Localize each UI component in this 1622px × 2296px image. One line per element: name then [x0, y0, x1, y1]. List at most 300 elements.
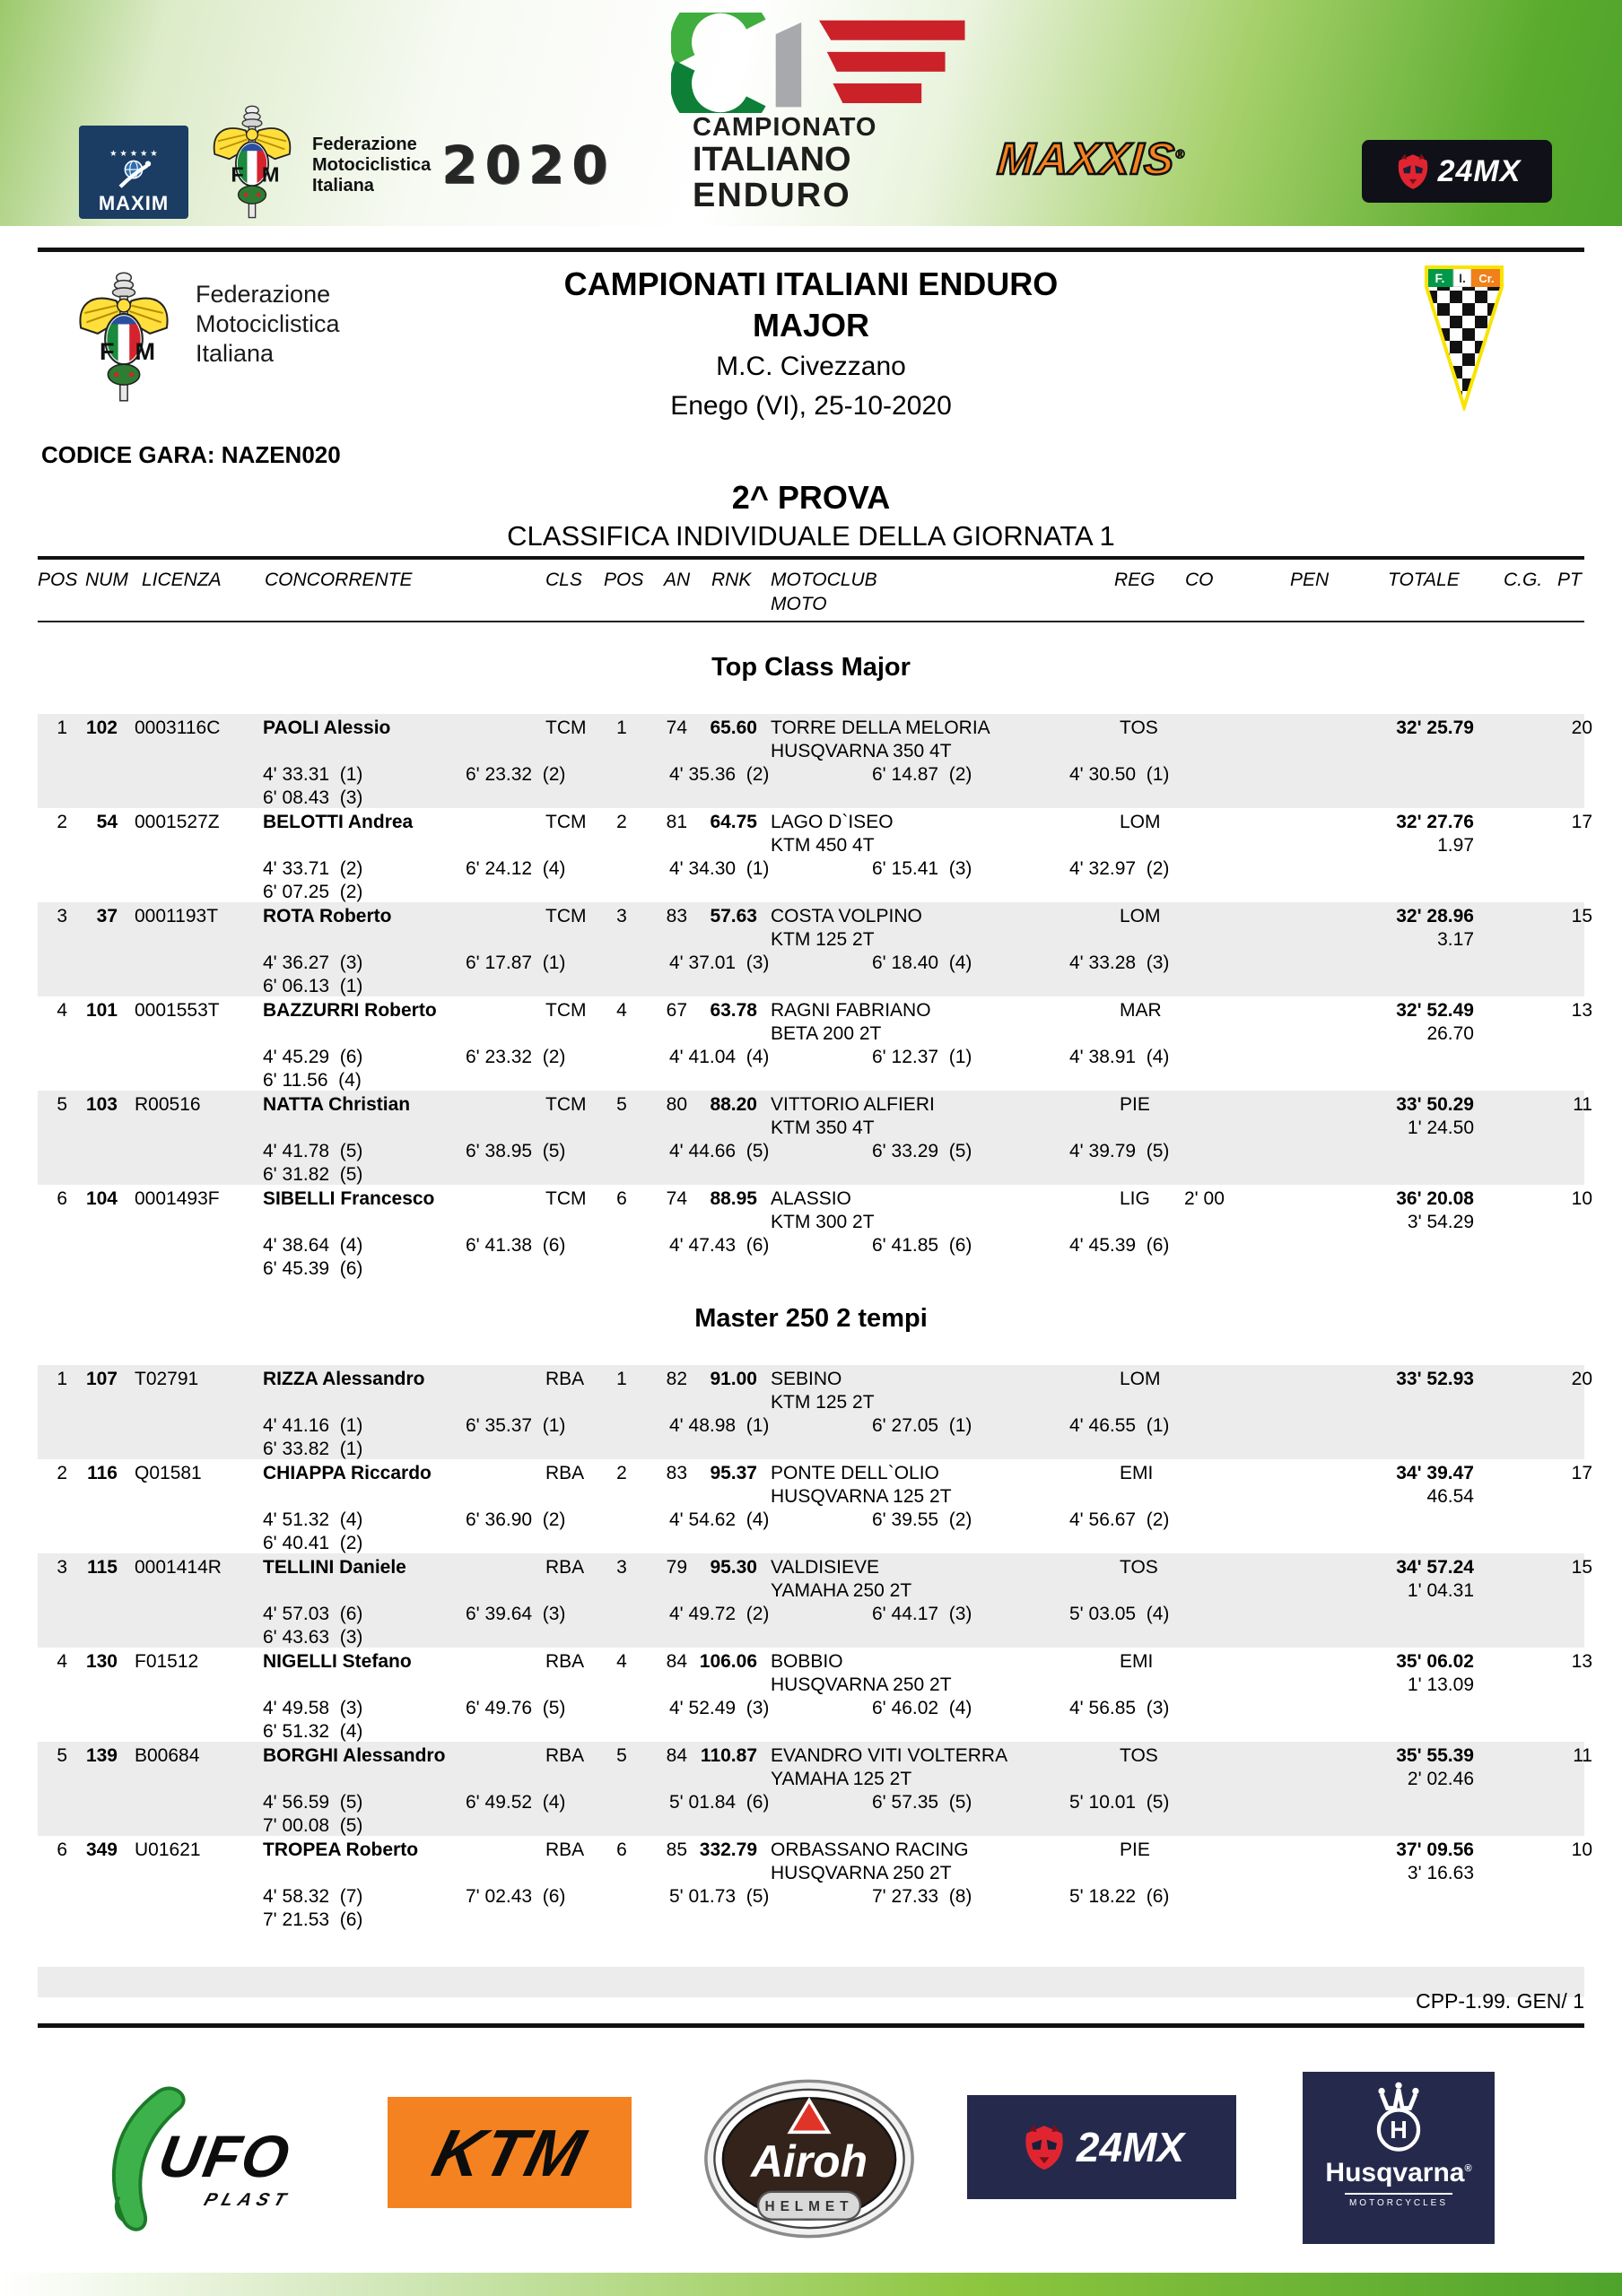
result-row: [38, 1742, 1592, 1836]
ficr-letter-i: I.: [1459, 271, 1466, 285]
gap-time: 1' 13.09: [1407, 1674, 1474, 1695]
section-rows: [38, 1365, 1592, 1930]
rider-number: 130: [85, 1651, 118, 1672]
rider-moto: KTM 450 4T: [771, 835, 875, 856]
rider-region: LOM: [1120, 906, 1161, 926]
split-time: 4' 52.49 (3): [669, 1698, 770, 1718]
rider-region: EMI: [1120, 1463, 1154, 1483]
rider-moto: YAMAHA 250 2T: [771, 1580, 912, 1601]
husqvarna-h-letter: H: [1390, 2116, 1408, 2144]
rider-number: 102: [85, 718, 118, 738]
gap-time: 1' 24.50: [1407, 1118, 1474, 1138]
split-time: 6' 24.12 (4): [466, 858, 566, 879]
result-row: [38, 996, 1592, 1091]
rider-name: NATTA Christian: [263, 1094, 411, 1115]
section-title: Master 250 2 tempi: [694, 1304, 928, 1333]
rider-year: 83: [666, 906, 687, 926]
split-time: 4' 37.01 (3): [669, 952, 770, 973]
rider-motoclub: COSTA VOLPINO: [771, 906, 922, 926]
24mx-wordmark: 24MX: [1437, 153, 1522, 188]
split-time: 6' 31.82 (5): [263, 1164, 363, 1185]
rider-region: TOS: [1120, 1557, 1158, 1578]
rider-number: 104: [85, 1188, 118, 1209]
rider-name: TELLINI Daniele: [263, 1557, 406, 1578]
rider-number: 101: [85, 1000, 118, 1021]
rider-motoclub: LAGO D`ISEO: [771, 812, 894, 832]
cie-logo-icon: [671, 13, 967, 113]
result-row: [38, 1836, 1592, 1930]
rider-position: 6: [57, 1839, 67, 1860]
rider-points: 15: [1571, 906, 1592, 926]
class-position: 5: [616, 1745, 627, 1766]
rider-licenza: 0001493F: [135, 1188, 220, 1209]
split-time: 4' 58.32 (7): [263, 1886, 363, 1907]
result-row: [38, 1365, 1592, 1459]
split-time: 6' 11.56 (4): [263, 1070, 362, 1091]
total-time: 35' 55.39: [1396, 1745, 1474, 1766]
col-totale: TOTALE: [1388, 570, 1460, 590]
rider-licenza: 0001527Z: [135, 812, 220, 832]
split-time: 6' 36.90 (2): [466, 1509, 566, 1530]
split-time: 4' 33.28 (3): [1069, 952, 1170, 973]
fmi-banner-logo: [202, 100, 302, 222]
rider-number: 103: [85, 1094, 118, 1115]
rider-points: 10: [1571, 1839, 1592, 1860]
rider-points: 20: [1571, 1369, 1592, 1389]
rider-moto: BETA 200 2T: [771, 1023, 882, 1044]
year-2020: 2020: [441, 135, 615, 196]
ufo-sub-wordmark: PLAST: [201, 2190, 294, 2210]
rider-moto: HUSQVARNA 125 2T: [771, 1486, 952, 1507]
rider-points: 13: [1571, 1651, 1592, 1672]
rider-ranking: 63.78: [710, 1000, 757, 1021]
total-time: 35' 06.02: [1396, 1651, 1474, 1672]
col-num: NUM: [85, 570, 128, 590]
split-time: 5' 01.73 (5): [669, 1886, 770, 1907]
rider-licenza: Q01581: [135, 1463, 202, 1483]
split-time: 6' 51.32 (4): [263, 1721, 363, 1742]
registered-mark: ®: [1174, 146, 1186, 161]
rider-year: 84: [666, 1745, 687, 1766]
result-row: [38, 1553, 1592, 1648]
result-row: [38, 714, 1592, 808]
col-cls: CLS: [545, 570, 582, 590]
rider-motoclub: VALDISIEVE: [771, 1557, 879, 1578]
rider-position: 1: [57, 718, 67, 738]
ktm-wordmark: KTM: [425, 2115, 594, 2190]
total-time: 33' 50.29: [1396, 1094, 1474, 1115]
24mx-banner-logo: [1362, 140, 1552, 203]
class-position: 1: [616, 1369, 627, 1389]
rider-name: RIZZA Alessandro: [263, 1369, 425, 1389]
split-time: 4' 45.39 (6): [1069, 1235, 1170, 1256]
rider-class: RBA: [545, 1651, 585, 1672]
ktm-logo: [388, 2097, 632, 2208]
venue-date: Enego (VI), 25-10-2020: [670, 391, 952, 421]
rider-name: BAZZURRI Roberto: [263, 1000, 437, 1021]
rider-region: MAR: [1120, 1000, 1162, 1021]
rider-class: RBA: [545, 1745, 585, 1766]
rider-name: TROPEA Roberto: [263, 1839, 419, 1860]
split-time: 6' 17.87 (1): [466, 952, 566, 973]
col-rnk: RNK: [711, 570, 752, 590]
split-time: 5' 01.84 (6): [669, 1792, 770, 1813]
split-time: 6' 39.55 (2): [872, 1509, 972, 1530]
husqvarna-divider: [1345, 2193, 1452, 2195]
split-time: 4' 48.98 (1): [669, 1415, 770, 1436]
section-rows: [38, 714, 1592, 1279]
rider-year: 74: [666, 1188, 687, 1209]
rider-moto: HUSQVARNA 250 2T: [771, 1863, 952, 1883]
rider-year: 74: [666, 718, 687, 738]
split-time: 4' 41.16 (1): [263, 1415, 363, 1436]
total-time: 32' 25.79: [1396, 718, 1474, 738]
split-time: 5' 03.05 (4): [1069, 1604, 1170, 1624]
split-time: 4' 45.29 (6): [263, 1047, 363, 1067]
ufo-plast-logo: [90, 2084, 359, 2237]
maxim-logo: [79, 126, 188, 219]
total-time: 32' 28.96: [1396, 906, 1474, 926]
class-position: 3: [616, 1557, 627, 1578]
total-time: 32' 52.49: [1396, 1000, 1474, 1021]
rider-ranking: 57.63: [710, 906, 757, 926]
fmi-line: Motociclistica: [312, 155, 432, 175]
rider-points: 13: [1571, 1000, 1592, 1021]
rider-region: TOS: [1120, 1745, 1158, 1766]
rider-position: 2: [57, 812, 67, 832]
split-time: 4' 38.64 (4): [263, 1235, 363, 1256]
fmi-line: Italiana: [312, 176, 374, 196]
split-time: 6' 44.17 (3): [872, 1604, 972, 1624]
col-pos: POS: [38, 570, 78, 590]
maxxis-logo: MAXXIS®: [996, 134, 1186, 184]
split-time: 6' 46.02 (4): [872, 1698, 972, 1718]
table-top-rule: [38, 556, 1584, 560]
maxim-figure-icon: [105, 145, 162, 192]
split-time: 4' 39.79 (5): [1069, 1141, 1170, 1161]
fmi-line: Federazione: [312, 135, 417, 154]
split-time: 7' 00.08 (5): [263, 1815, 363, 1836]
rider-year: 84: [666, 1651, 687, 1672]
rider-class: TCM: [545, 906, 587, 926]
maxim-wordmark: MAXIM: [98, 192, 170, 214]
rider-moto: HUSQVARNA 250 2T: [771, 1674, 952, 1695]
rider-position: 5: [57, 1745, 67, 1766]
rider-position: 3: [57, 1557, 67, 1578]
split-time: 6' 12.37 (1): [872, 1047, 972, 1067]
split-time: 4' 56.85 (3): [1069, 1698, 1170, 1718]
rider-ranking: 65.60: [710, 718, 757, 738]
split-time: 6' 08.43 (3): [263, 787, 363, 808]
col-concorrente: CONCORRENTE: [265, 570, 413, 590]
result-row: [38, 1648, 1592, 1742]
class-section: [38, 1299, 1592, 1930]
split-time: 6' 38.95 (5): [466, 1141, 566, 1161]
svg-text:★ ★ ★ ★ ★: ★ ★ ★ ★ ★: [109, 149, 158, 160]
split-time: 4' 57.03 (6): [263, 1604, 363, 1624]
rider-ranking: 95.30: [710, 1557, 757, 1578]
rider-ranking: 64.75: [710, 812, 757, 832]
rider-class: TCM: [545, 1000, 587, 1021]
class-position: 4: [616, 1000, 627, 1021]
rider-name: ROTA Roberto: [263, 906, 392, 926]
rider-region: EMI: [1120, 1651, 1154, 1672]
split-time: 4' 49.72 (2): [669, 1604, 770, 1624]
rider-name: PAOLI Alessio: [263, 718, 391, 738]
rider-points: 17: [1571, 1463, 1592, 1483]
rider-position: 1: [57, 1369, 67, 1389]
gap-time: 3' 16.63: [1407, 1863, 1474, 1883]
col-pen: PEN: [1290, 570, 1330, 590]
class-position: 6: [616, 1188, 627, 1209]
split-time: 7' 21.53 (6): [263, 1909, 363, 1930]
rider-motoclub: ORBASSANO RACING: [771, 1839, 969, 1860]
rider-motoclub: VITTORIO ALFIERI: [771, 1094, 935, 1115]
rider-year: 67: [666, 1000, 687, 1021]
rider-name: CHIAPPA Riccardo: [263, 1463, 432, 1483]
federazione-line: Federazione: [196, 281, 331, 308]
split-time: 4' 56.67 (2): [1069, 1509, 1170, 1530]
split-time: 4' 49.58 (3): [263, 1698, 363, 1718]
section-title: Top Class Major: [711, 653, 911, 682]
rider-points: 20: [1571, 718, 1592, 738]
24mx-mask-icon: [1019, 2122, 1069, 2172]
rider-moto: KTM 125 2T: [771, 1392, 875, 1413]
airoh-sub-wordmark: HELMET: [764, 2199, 854, 2215]
result-row: [38, 1185, 1592, 1279]
split-time: 4' 36.27 (3): [263, 952, 363, 973]
cie-wordmark: [693, 115, 876, 213]
event-title: CAMPIONATI ITALIANI ENDURO: [563, 265, 1059, 302]
husqvarna-sub-wordmark: MOTORCYCLES: [1348, 2198, 1449, 2208]
rider-region: LOM: [1120, 1369, 1161, 1389]
footer-code: CPP-1.99. GEN/ 1: [1416, 1989, 1584, 2013]
split-time: 4' 56.59 (5): [263, 1792, 363, 1813]
gap-time: 3' 54.29: [1407, 1212, 1474, 1232]
split-time: 4' 41.04 (4): [669, 1047, 770, 1067]
result-row: [38, 808, 1592, 902]
split-time: 5' 10.01 (5): [1069, 1792, 1170, 1813]
split-time: 4' 32.97 (2): [1069, 858, 1170, 879]
total-time: 36' 20.08: [1396, 1188, 1474, 1209]
col-licenza: LICENZA: [142, 570, 222, 590]
footer-rule: [38, 2023, 1584, 2028]
split-time: 6' 49.76 (5): [466, 1698, 566, 1718]
rider-name: NIGELLI Stefano: [263, 1651, 412, 1672]
total-time: 37' 09.56: [1396, 1839, 1474, 1860]
rider-name: BORGHI Alessandro: [263, 1745, 446, 1766]
split-time: 6' 27.05 (1): [872, 1415, 972, 1436]
rider-ranking: 110.87: [700, 1745, 757, 1766]
rider-class: TCM: [545, 1188, 587, 1209]
airoh-logo: [691, 2079, 928, 2239]
husqvarna-crown-icon: [1361, 2081, 1436, 2156]
rider-class: TCM: [545, 718, 587, 738]
split-time: 4' 35.36 (2): [669, 764, 770, 785]
rider-position: 4: [57, 1000, 67, 1021]
rider-licenza: 0003116C: [135, 718, 221, 738]
rider-region: LIG: [1120, 1188, 1150, 1209]
rider-name: BELOTTI Andrea: [263, 812, 414, 832]
class-position: 1: [616, 718, 627, 738]
class-position: 3: [616, 906, 627, 926]
rider-ranking: 95.37: [710, 1463, 757, 1483]
class-section: [38, 648, 1592, 1279]
rider-motoclub: EVANDRO VITI VOLTERRA: [771, 1745, 1008, 1766]
rider-region: PIE: [1120, 1839, 1150, 1860]
rider-year: 83: [666, 1463, 687, 1483]
header-top-rule: [38, 248, 1584, 252]
ficr-letter-cr: Cr.: [1478, 272, 1495, 285]
rider-points: 15: [1571, 1557, 1592, 1578]
rider-region: TOS: [1120, 718, 1158, 738]
rider-licenza: T02791: [135, 1369, 199, 1389]
rider-licenza: 0001193T: [135, 906, 219, 926]
split-time: 7' 27.33 (8): [872, 1886, 972, 1907]
result-row: [38, 902, 1592, 996]
split-time: 4' 51.32 (4): [263, 1509, 363, 1530]
rider-licenza: R00516: [135, 1094, 201, 1115]
rider-year: 85: [666, 1839, 687, 1860]
rider-ranking: 106.06: [699, 1651, 757, 1672]
result-row: [38, 1459, 1592, 1553]
cie-line: CAMPIONATO: [693, 113, 877, 142]
24mx-logo: [967, 2095, 1236, 2199]
24mx-wordmark: 24MX: [1076, 2124, 1185, 2170]
class-position: 4: [616, 1651, 627, 1672]
rider-number: 107: [85, 1369, 118, 1389]
rider-region: PIE: [1120, 1094, 1150, 1115]
gap-time: 1' 04.31: [1407, 1580, 1474, 1601]
col-an: AN: [664, 570, 691, 590]
rider-position: 3: [57, 906, 67, 926]
fmi-banner-text: [312, 135, 431, 196]
top-banner: [0, 0, 1622, 226]
rider-class: RBA: [545, 1463, 585, 1483]
rider-ranking: 332.79: [699, 1839, 757, 1860]
rider-ranking: 91.00: [710, 1369, 757, 1389]
rider-position: 5: [57, 1094, 67, 1115]
col-reg: REG: [1114, 570, 1155, 590]
gap-time: 2' 02.46: [1407, 1769, 1474, 1789]
split-time: 6' 57.35 (5): [872, 1792, 972, 1813]
split-time: 4' 38.91 (4): [1069, 1047, 1170, 1067]
rider-moto: KTM 350 4T: [771, 1118, 875, 1138]
rider-moto: KTM 125 2T: [771, 929, 875, 950]
rider-class: RBA: [545, 1369, 585, 1389]
rider-ranking: 88.95: [710, 1188, 757, 1209]
gap-time: 26.70: [1426, 1023, 1474, 1044]
split-time: 6' 06.13 (1): [263, 976, 363, 996]
gap-time: 3.17: [1437, 929, 1474, 950]
rider-motoclub: BOBBIO: [771, 1651, 843, 1672]
rider-region: LOM: [1120, 812, 1161, 832]
split-time: 5' 18.22 (6): [1069, 1886, 1170, 1907]
rider-licenza: 0001553T: [135, 1000, 220, 1021]
rider-number: 115: [87, 1557, 118, 1578]
prova-title: 2^ PROVA: [731, 479, 891, 516]
race-code: CODICE GARA: NAZEN020: [41, 441, 341, 468]
footer-band: [38, 1967, 1584, 1997]
rider-class: RBA: [545, 1839, 585, 1860]
rider-class: TCM: [545, 812, 587, 832]
col-pos2: POS: [604, 570, 644, 590]
split-time: 4' 30.50 (1): [1069, 764, 1170, 785]
rider-licenza: F01512: [135, 1651, 199, 1672]
header-bottom-rule: [38, 621, 1584, 622]
bottom-green-strip: [0, 2273, 1622, 2296]
federazione-line: Motociclistica: [196, 310, 340, 337]
split-time: 6' 33.82 (1): [263, 1439, 363, 1459]
ficr-pennant-logo: [1425, 265, 1504, 411]
rider-licenza: B00684: [135, 1745, 200, 1766]
rider-motoclub: ALASSIO: [771, 1188, 851, 1209]
rider-motoclub: TORRE DELLA MELORIA: [771, 718, 990, 738]
col-pt: PT: [1557, 570, 1582, 590]
col-motoclub: MOTOCLUB: [771, 570, 877, 590]
ufo-wordmark: UFO: [153, 2123, 296, 2189]
rider-points: 10: [1571, 1188, 1592, 1209]
gap-time: [1308, 740, 1474, 763]
result-row: [38, 1091, 1592, 1185]
split-time: 6' 41.38 (6): [466, 1235, 566, 1256]
rider-position: 2: [57, 1463, 67, 1483]
classifica-title: CLASSIFICA INDIVIDUALE DELLA GIORNATA 1: [507, 520, 1115, 552]
rider-moto: KTM 300 2T: [771, 1212, 875, 1232]
rider-number: 116: [87, 1463, 118, 1483]
federazione-line: Italiana: [196, 340, 275, 367]
col-co: CO: [1185, 570, 1214, 590]
cie-line: ENDURO: [693, 177, 851, 214]
rider-number: 54: [96, 812, 118, 832]
event-category: MAJOR: [752, 307, 869, 344]
split-time: 6' 07.25 (2): [263, 882, 363, 902]
rider-number: 349: [85, 1839, 118, 1860]
gap-time: 46.54: [1426, 1486, 1474, 1507]
class-position: 5: [616, 1094, 627, 1115]
rider-position: 6: [57, 1188, 67, 1209]
class-position: 2: [616, 1463, 627, 1483]
col-cg: C.G.: [1504, 570, 1543, 590]
gap-time: 1.97: [1437, 835, 1474, 856]
rider-moto: YAMAHA 125 2T: [771, 1769, 912, 1789]
rider-points: 11: [1573, 1745, 1592, 1766]
results-sections: [38, 628, 1592, 1930]
split-time: 4' 33.71 (2): [263, 858, 363, 879]
split-time: 6' 23.32 (2): [466, 764, 566, 785]
airoh-wordmark: Airoh: [750, 2136, 868, 2187]
split-time: 6' 45.39 (6): [263, 1258, 363, 1279]
split-time: 6' 41.85 (6): [872, 1235, 972, 1256]
rider-position: 4: [57, 1651, 67, 1672]
split-time: 6' 15.41 (3): [872, 858, 972, 879]
class-position: 6: [616, 1839, 627, 1860]
rider-number: 37: [96, 906, 118, 926]
split-time: 4' 33.31 (1): [263, 764, 363, 785]
rider-licenza: U01621: [135, 1839, 201, 1860]
rider-ranking: 88.20: [710, 1094, 757, 1115]
split-time: 4' 34.30 (1): [669, 858, 770, 879]
split-time: 6' 39.64 (3): [466, 1604, 566, 1624]
split-time: 6' 35.37 (1): [466, 1415, 566, 1436]
split-time: 4' 54.62 (4): [669, 1509, 770, 1530]
rider-year: 81: [666, 812, 687, 832]
rider-motoclub: PONTE DELL`OLIO: [771, 1463, 939, 1483]
rider-class: RBA: [545, 1557, 585, 1578]
split-time: 7' 02.43 (6): [466, 1886, 566, 1907]
rider-motoclub: SEBINO: [771, 1369, 842, 1389]
rider-co-penalty: 2' 00: [1184, 1188, 1225, 1209]
